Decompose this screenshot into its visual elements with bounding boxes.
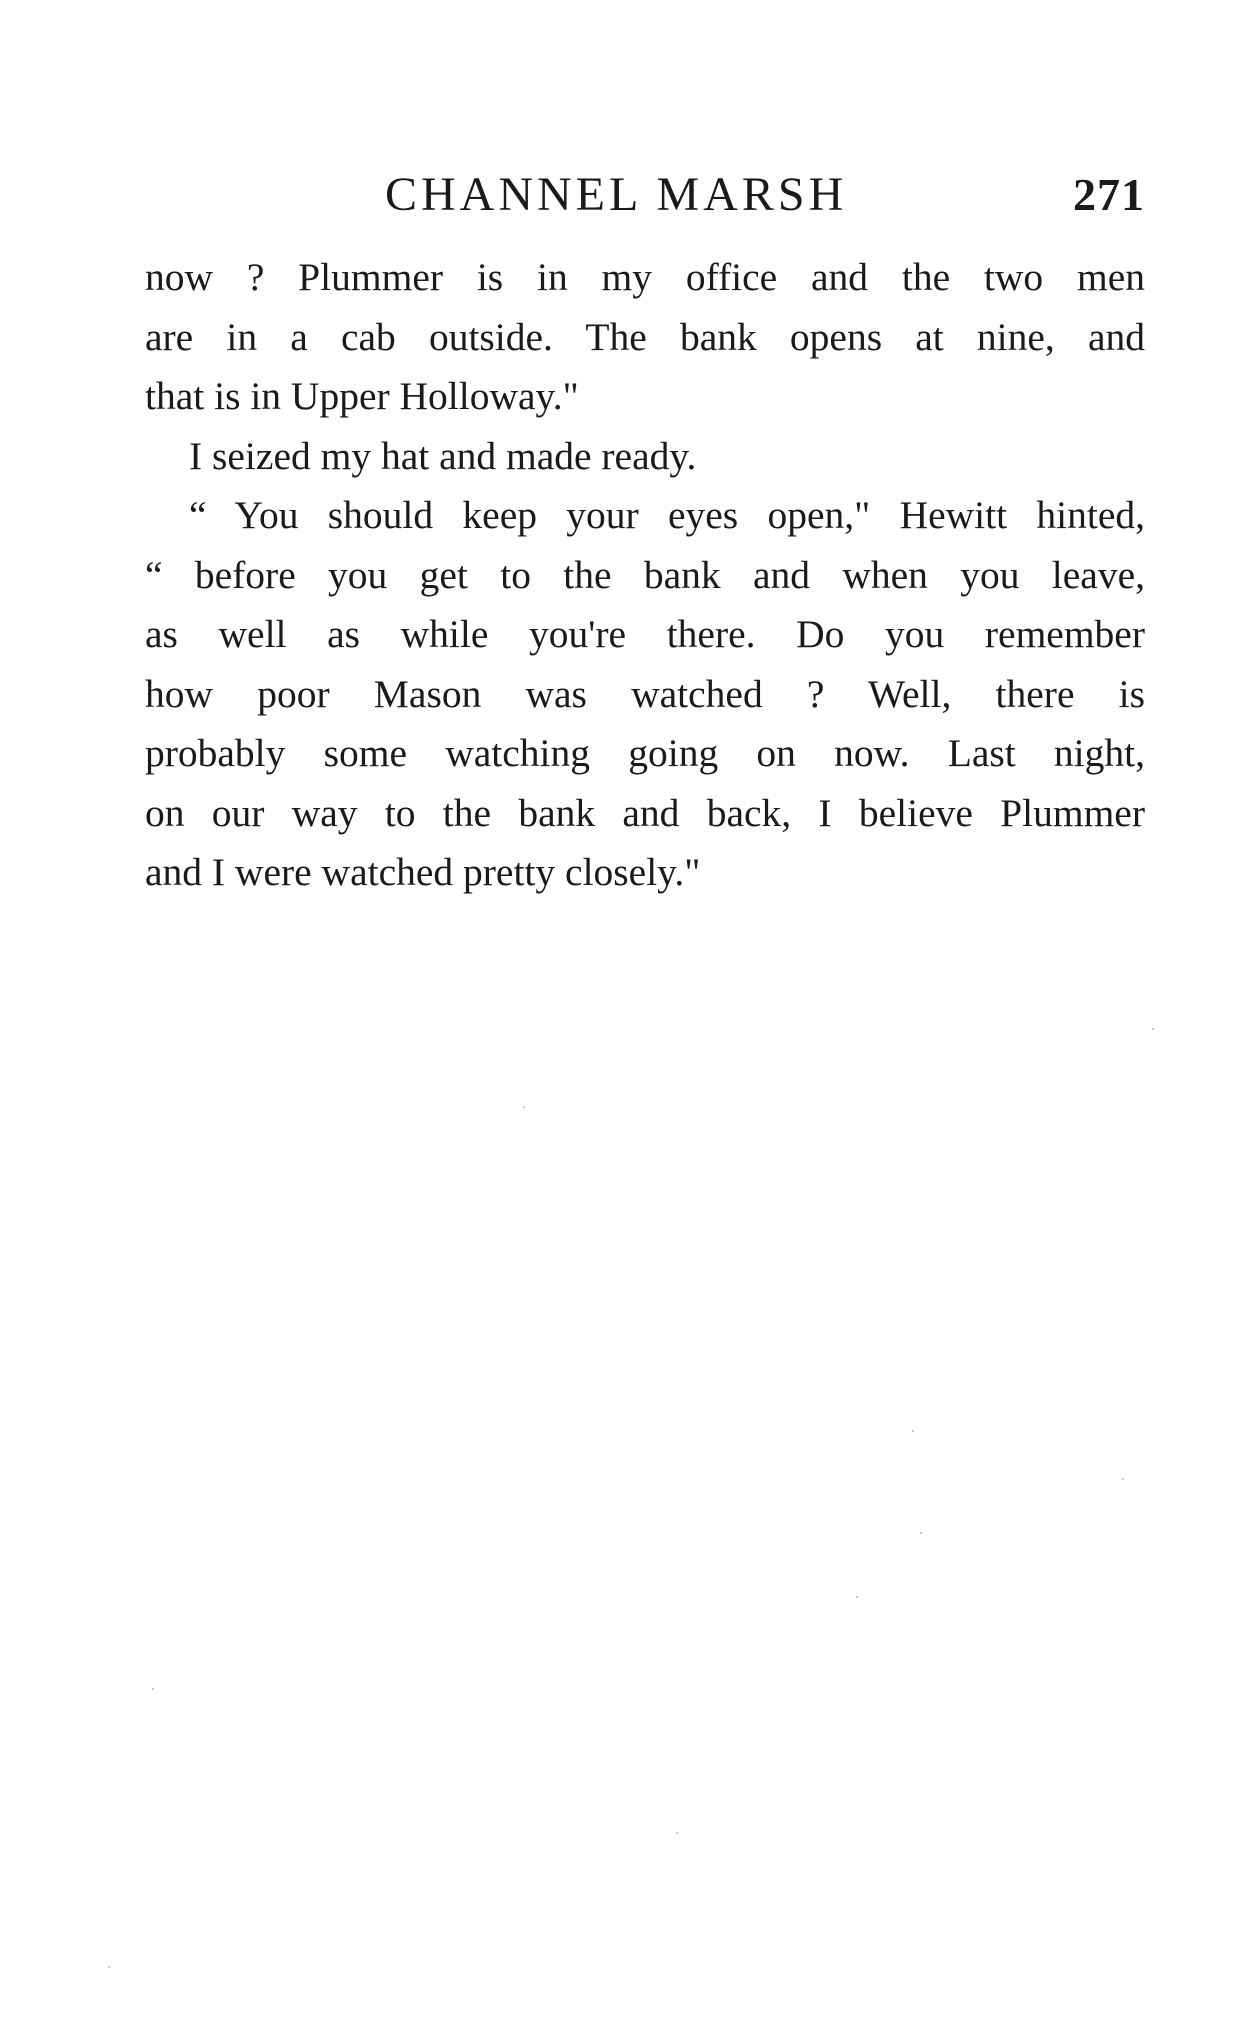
text-line: are in a cab outside. The bank opens at nine, and: [145, 314, 1145, 359]
running-head: [145, 160, 1145, 230]
paper-speck: [856, 1596, 858, 1598]
paper-speck: [1122, 1478, 1124, 1480]
text-line: as well as while you're there. Do you remember: [145, 612, 1145, 656]
text-line: now ? Plummer is in my office and the two men: [145, 255, 1145, 299]
text-line: and I were watched pretty closely.": [145, 850, 701, 894]
text-line: probably some watching going on now. Last night,: [145, 731, 1145, 775]
text-line: that is in Upper Holloway.": [145, 374, 579, 418]
text-line: “ before you get to the bank and when you leave,: [145, 552, 1145, 597]
paper-speck: [152, 1688, 154, 1690]
running-title: CHANNEL MARSH: [385, 168, 848, 221]
body-text: [145, 248, 1145, 903]
text-line: how poor Mason was watched ? Well, there is: [145, 671, 1145, 716]
page-number: 271: [1073, 169, 1145, 220]
text-line: on our way to the bank and back, I believe Plummer: [145, 790, 1145, 835]
paper-speck: [523, 1106, 525, 1108]
paper-speck: [920, 1532, 922, 1534]
text-line: “ You should keep your eyes open," Hewitt hinted,: [189, 493, 1145, 537]
paper-speck: [676, 1832, 678, 1834]
text-line: I seized my hat and made ready.: [189, 433, 697, 478]
paper-speck: [1152, 1028, 1154, 1030]
paper-speck: [108, 1966, 110, 1968]
paper-speck: [912, 1430, 914, 1432]
